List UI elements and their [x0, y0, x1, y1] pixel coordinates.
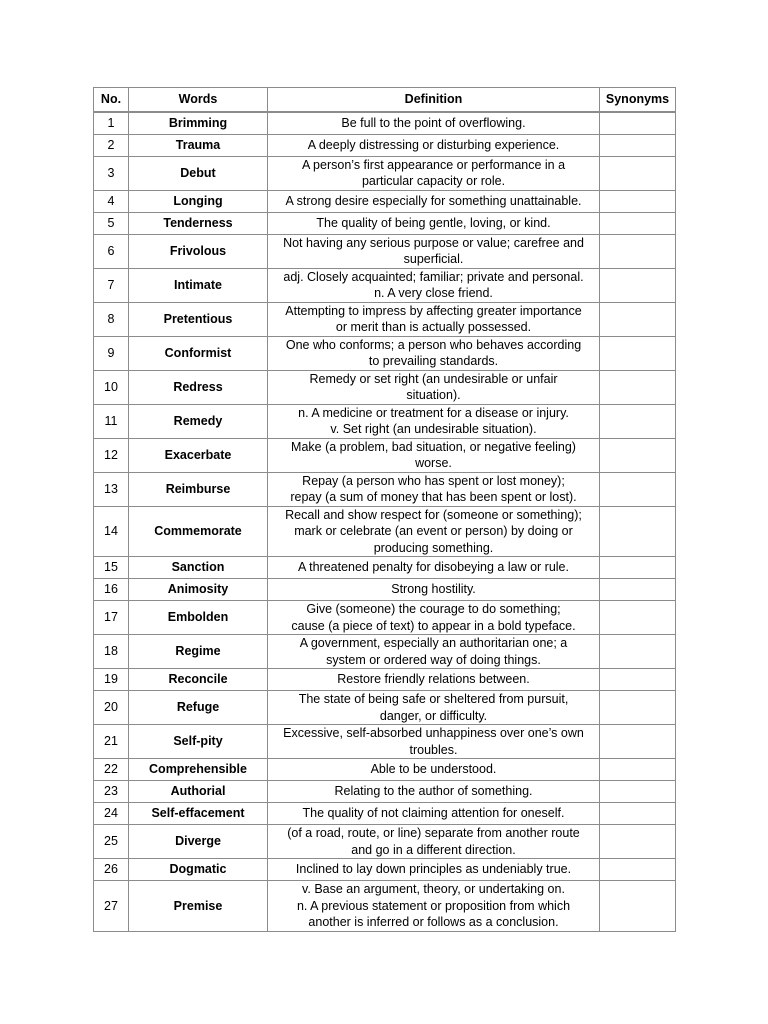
row-definition: [268, 370, 600, 404]
row-synonyms-cell[interactable]: [600, 691, 676, 725]
row-synonyms-cell[interactable]: [600, 134, 676, 156]
row-synonyms-cell[interactable]: [600, 803, 676, 825]
definition-line: Excessive, self-absorbed unhappiness over one’s own: [283, 726, 584, 740]
row-number: 15: [94, 557, 129, 579]
definition-line: another is inferred or follows as a conclusion.: [308, 915, 559, 929]
row-word: Dogmatic: [129, 859, 268, 881]
definition-line: The state of being safe or sheltered from pursuit,: [298, 692, 569, 706]
row-number: 19: [94, 669, 129, 691]
definition-line: particular capacity or role.: [361, 174, 506, 188]
row-definition: [268, 859, 600, 881]
row-number: 4: [94, 190, 129, 212]
definition-line: to prevailing standards.: [368, 354, 499, 368]
row-definition: [268, 472, 600, 506]
definition-line: Inclined to lay down principles as undeniably true.: [295, 862, 572, 877]
definition-line: n. A previous statement or proposition from which: [296, 898, 571, 913]
row-number: 27: [94, 881, 129, 932]
row-synonyms-cell[interactable]: [600, 212, 676, 234]
row-definition: [268, 579, 600, 601]
row-word: Premise: [129, 881, 268, 932]
definition-line: A deeply distressing or disturbing experience.: [307, 137, 560, 152]
row-definition: [268, 725, 600, 759]
table-row: [94, 669, 676, 691]
table-row: [94, 156, 676, 190]
definition-line: Able to be understood.: [370, 762, 497, 777]
row-synonyms-cell[interactable]: [600, 579, 676, 601]
row-word: Brimming: [129, 112, 268, 134]
row-definition: [268, 803, 600, 825]
row-number: 5: [94, 212, 129, 234]
row-number: 21: [94, 725, 129, 759]
definition-line: Strong hostility.: [391, 582, 476, 597]
row-number: 13: [94, 472, 129, 506]
row-definition: [268, 557, 600, 579]
definition-line: and go in a different direction.: [351, 842, 516, 857]
row-synonyms-cell[interactable]: [600, 601, 676, 635]
row-synonyms-cell[interactable]: [600, 370, 676, 404]
header-row: [94, 88, 676, 113]
row-word: Reconcile: [129, 669, 268, 691]
definition-line: v. Set right (an undesirable situation).: [330, 422, 537, 436]
row-word: Diverge: [129, 825, 268, 859]
row-definition: [268, 302, 600, 336]
row-synonyms-cell[interactable]: [600, 156, 676, 190]
row-synonyms-cell[interactable]: [600, 404, 676, 438]
definition-line: n. A very close friend.: [374, 286, 493, 300]
row-word: Refuge: [129, 691, 268, 725]
table-row: [94, 234, 676, 268]
row-number: 24: [94, 803, 129, 825]
table-row: [94, 438, 676, 472]
table-row: [94, 112, 676, 134]
row-definition: [268, 438, 600, 472]
definition-line: Give (someone) the courage to do something;: [306, 602, 561, 616]
row-synonyms-cell[interactable]: [600, 635, 676, 669]
row-definition: [268, 691, 600, 725]
definition-line: or merit than is actually possessed.: [335, 320, 532, 334]
row-number: 14: [94, 506, 129, 557]
row-number: 7: [94, 268, 129, 302]
row-number: 26: [94, 859, 129, 881]
row-synonyms-cell[interactable]: [600, 472, 676, 506]
table-row: [94, 725, 676, 759]
table-row: [94, 404, 676, 438]
table-row: [94, 825, 676, 859]
header-no: No.: [94, 88, 129, 113]
row-word: Reimburse: [129, 472, 268, 506]
row-number: 16: [94, 579, 129, 601]
row-definition: [268, 506, 600, 557]
row-definition: [268, 212, 600, 234]
row-word: Conformist: [129, 336, 268, 370]
header-words: Words: [129, 88, 268, 113]
row-word: Comprehensible: [129, 759, 268, 781]
row-word: Embolden: [129, 601, 268, 635]
row-number: 2: [94, 134, 129, 156]
row-definition: [268, 635, 600, 669]
table-row: [94, 370, 676, 404]
table-body: [94, 112, 676, 931]
definition-line: worse.: [415, 456, 452, 470]
row-word: Self-pity: [129, 725, 268, 759]
table-row: [94, 212, 676, 234]
definition-line: troubles.: [409, 742, 458, 757]
definition-line: danger, or difficulty.: [379, 708, 488, 723]
row-word: Authorial: [129, 781, 268, 803]
row-number: 10: [94, 370, 129, 404]
definition-line: (of a road, route, or line) separate from another route: [287, 826, 580, 840]
row-number: 17: [94, 601, 129, 635]
table-row: [94, 635, 676, 669]
row-word: Intimate: [129, 268, 268, 302]
row-synonyms-cell[interactable]: [600, 438, 676, 472]
row-number: 1: [94, 112, 129, 134]
definition-line: A person’s first appearance or performance in a: [301, 157, 566, 172]
row-number: 12: [94, 438, 129, 472]
row-synonyms-cell[interactable]: [600, 759, 676, 781]
definition-line: One who conforms; a person who behaves according: [285, 337, 582, 352]
row-synonyms-cell[interactable]: [600, 859, 676, 881]
row-word: Tenderness: [129, 212, 268, 234]
row-definition: [268, 190, 600, 212]
row-word: Sanction: [129, 557, 268, 579]
table-row: [94, 190, 676, 212]
row-synonyms-cell[interactable]: [600, 302, 676, 336]
definition-line: v. Base an argument, theory, or undertaking on.: [302, 882, 565, 896]
row-definition: [268, 881, 600, 932]
table-header: [94, 88, 676, 113]
header-synonyms: Synonyms: [600, 88, 676, 113]
row-definition: [268, 404, 600, 438]
row-definition: [268, 134, 600, 156]
row-definition: [268, 669, 600, 691]
row-definition: [268, 601, 600, 635]
row-synonyms-cell[interactable]: [600, 506, 676, 557]
row-definition: [268, 825, 600, 859]
row-synonyms-cell[interactable]: [600, 781, 676, 803]
row-number: 3: [94, 156, 129, 190]
table-row: [94, 302, 676, 336]
definition-line: A threatened penalty for disobeying a law or rule.: [297, 560, 569, 575]
definition-line: A strong desire especially for something unattainable.: [285, 193, 582, 208]
row-word: Regime: [129, 635, 268, 669]
row-number: 22: [94, 759, 129, 781]
definition-line: cause (a piece of text) to appear in a bold typeface.: [291, 618, 576, 633]
definition-line: situation).: [406, 388, 461, 402]
row-word: Frivolous: [129, 234, 268, 268]
definition-line: n. A medicine or treatment for a disease or injury.: [298, 405, 569, 420]
row-number: 6: [94, 234, 129, 268]
definition-line: Attempting to impress by affecting greater importance: [285, 303, 582, 318]
table-row: [94, 472, 676, 506]
definition-line: Make (a problem, bad situation, or negative feeling): [291, 439, 576, 454]
row-word: Pretentious: [129, 302, 268, 336]
row-number: 25: [94, 825, 129, 859]
row-number: 8: [94, 302, 129, 336]
definition-line: Be full to the point of overflowing.: [341, 116, 526, 130]
row-synonyms-cell[interactable]: [600, 336, 676, 370]
row-synonyms-cell[interactable]: [600, 669, 676, 691]
row-number: 23: [94, 781, 129, 803]
definition-line: adj. Closely acquainted; familiar; private and personal.: [283, 269, 584, 284]
table-row: [94, 803, 676, 825]
row-word: Self-effacement: [129, 803, 268, 825]
row-definition: [268, 268, 600, 302]
row-synonyms-cell[interactable]: [600, 190, 676, 212]
table-row: [94, 134, 676, 156]
table-row: [94, 557, 676, 579]
definition-line: Remedy or set right (an undesirable or unfair: [309, 371, 558, 386]
definition-line: Not having any serious purpose or value; carefree and: [283, 235, 584, 250]
definition-line: Relating to the author of something.: [334, 784, 533, 799]
definition-line: system or ordered way of doing things.: [326, 652, 541, 667]
table-row: [94, 506, 676, 557]
definition-line: superficial.: [403, 252, 464, 266]
row-word: Trauma: [129, 134, 268, 156]
row-word: Remedy: [129, 404, 268, 438]
definition-line: A government, especially an authoritarian one; a: [299, 636, 568, 650]
row-definition: [268, 781, 600, 803]
table-row: [94, 881, 676, 932]
row-word: Debut: [129, 156, 268, 190]
definition-line: Restore friendly relations between.: [337, 672, 530, 687]
definition-line: mark or celebrate (an event or person) by doing or: [294, 524, 573, 538]
row-synonyms-cell[interactable]: [600, 268, 676, 302]
row-number: 18: [94, 635, 129, 669]
table-row: [94, 579, 676, 601]
header-definition: Definition: [268, 88, 600, 113]
row-synonyms-cell[interactable]: [600, 725, 676, 759]
table-row: [94, 859, 676, 881]
vocabulary-table: [93, 87, 676, 932]
row-synonyms-cell[interactable]: [600, 825, 676, 859]
row-word: Exacerbate: [129, 438, 268, 472]
row-synonyms-cell[interactable]: [600, 557, 676, 579]
table-row: [94, 336, 676, 370]
row-definition: [268, 156, 600, 190]
definition-line: repay (a sum of money that has been spent or lost).: [290, 490, 577, 504]
row-definition: [268, 336, 600, 370]
definition-line: Recall and show respect for (someone or something);: [285, 507, 582, 522]
row-definition: [268, 759, 600, 781]
row-number: 11: [94, 404, 129, 438]
table-row: [94, 759, 676, 781]
row-synonyms-cell[interactable]: [600, 234, 676, 268]
row-synonyms-cell[interactable]: [600, 112, 676, 134]
row-word: Longing: [129, 190, 268, 212]
row-synonyms-cell[interactable]: [600, 881, 676, 932]
definition-line: The quality of not claiming attention for oneself.: [302, 806, 565, 821]
row-number: 20: [94, 691, 129, 725]
row-number: 9: [94, 336, 129, 370]
table-row: [94, 268, 676, 302]
definition-line: The quality of being gentle, loving, or kind.: [316, 215, 551, 230]
row-word: Animosity: [129, 579, 268, 601]
row-word: Redress: [129, 370, 268, 404]
row-definition: [268, 234, 600, 268]
row-word: Commemorate: [129, 506, 268, 557]
row-definition: [268, 112, 600, 134]
table-row: [94, 691, 676, 725]
table-row: [94, 601, 676, 635]
table-row: [94, 781, 676, 803]
definition-line: Repay (a person who has spent or lost money);: [302, 473, 565, 488]
definition-line: producing something.: [373, 540, 494, 555]
